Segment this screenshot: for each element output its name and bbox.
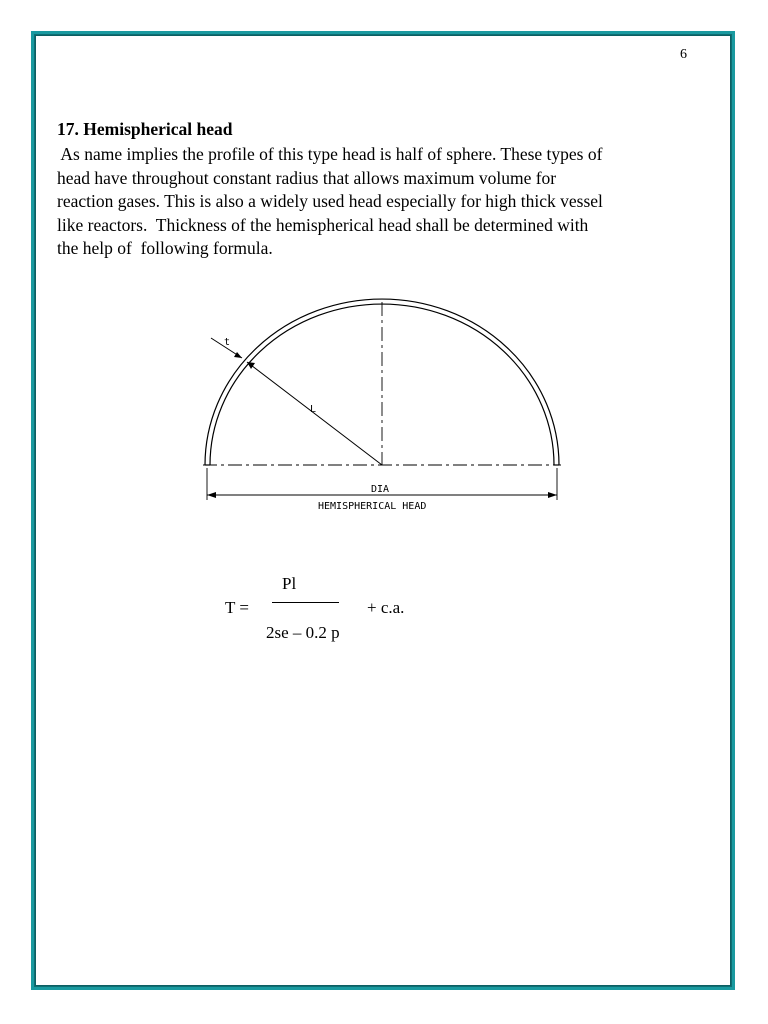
thickness-formula <box>225 572 455 652</box>
body-line: like reactors. Thickness of the hemispherical head shall be determined with <box>57 214 589 235</box>
section-heading: 17. Hemispherical head <box>57 119 233 139</box>
radius-label: L <box>310 404 317 415</box>
section-body <box>57 143 697 261</box>
formula-lhs: T = <box>225 598 249 617</box>
hemispherical-head-diagram <box>195 290 575 520</box>
dia-arrow-right <box>548 492 557 498</box>
thickness-label: t <box>224 337 231 348</box>
page-number: 6 <box>680 47 687 62</box>
formula-denominator: 2se – 0.2 p <box>266 623 340 642</box>
radius-arrowhead <box>247 362 255 369</box>
body-line: As name implies the profile of this type head is half of sphere. These types of <box>57 144 603 164</box>
diagram-caption: HEMISPHERICAL HEAD <box>318 501 427 512</box>
formula-numerator: Pl <box>282 574 297 593</box>
thickness-arrowhead <box>234 352 242 358</box>
formula-suffix: + c.a. <box>367 598 405 617</box>
fraction-bar <box>272 602 339 603</box>
dia-label: DIA <box>371 484 390 495</box>
body-line: reaction gases. This is also a widely used head especially for high thick vessel <box>57 191 603 212</box>
dia-arrow-left <box>207 492 216 498</box>
body-line: head have throughout constant radius that allows maximum volume for <box>57 167 557 188</box>
body-line: the help of following formula. <box>57 238 273 259</box>
